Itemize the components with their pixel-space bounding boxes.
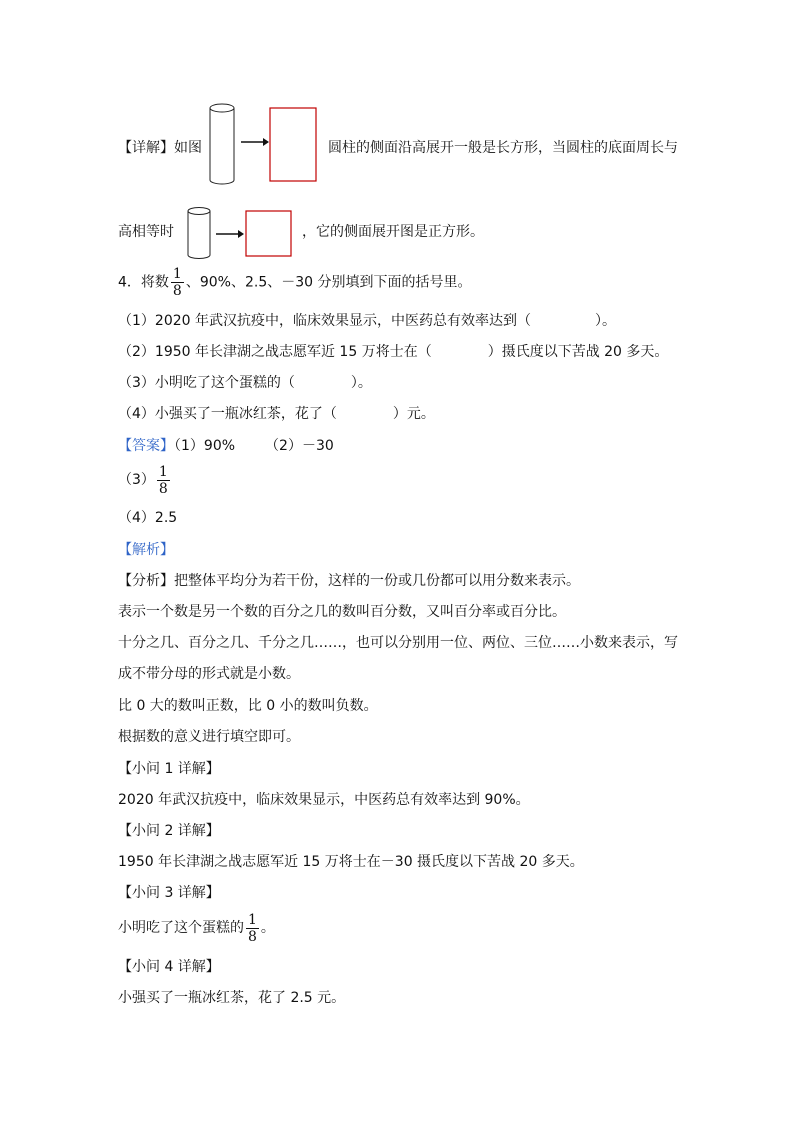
sub3-tag: 【小问 3 详解】 (118, 885, 220, 901)
sub2-text (118, 852, 584, 872)
question-stem (118, 266, 472, 299)
question-fraction (171, 266, 184, 299)
sub2-heading (118, 821, 220, 841)
analysis-tag: 【解析】 (118, 542, 174, 558)
item-1-post: ）。 (595, 313, 616, 329)
sub2-body: 1950 年长津湖之战志愿军近 15 万将士在－30 摄氏度以下苦战 20 多天。 (118, 854, 584, 870)
analysis-line-1 (118, 602, 566, 622)
question-item-3 (118, 373, 372, 393)
item-2-pre: （2）1950 年长津湖之战志愿军近 15 万将士在（ (118, 344, 432, 360)
detail-text-right: 圆柱的侧面沿高展开一般是长方形，当圆柱的底面周长与 (328, 140, 678, 156)
detail-text-after2: ，它的侧面展开图是正方形。 (302, 224, 484, 240)
sub1-heading (118, 759, 220, 779)
detail-line-1-right (328, 138, 678, 158)
analysis-text: 表示一个数是另一个数的百分之几的数叫百分数，又叫百分率或百分比。 (118, 604, 566, 620)
detail-text-left2: 高相等时 (118, 224, 174, 240)
sub3-fraction (246, 912, 259, 945)
sub4-body: 小强买了一瓶冰红茶，花了 2.5 元。 (118, 990, 346, 1006)
cylinder-unfold-figure-2 (183, 205, 303, 265)
detail-line-2-after (302, 222, 484, 242)
detail-line-2 (118, 222, 174, 242)
answer-3-fraction (157, 464, 170, 497)
sub4-text (118, 988, 345, 1008)
fraction-denominator: 8 (158, 480, 168, 497)
analysis-text: 比 0 大的数叫正数，比 0 小的数叫负数。 (118, 698, 378, 714)
fraction-denominator: 8 (248, 928, 257, 945)
cylinder-unfold-figure-1 (205, 100, 325, 190)
fraction-numerator: 1 (158, 463, 168, 480)
detail-tag: 【详解】 (118, 140, 174, 156)
sub4-heading (118, 957, 220, 977)
sub1-body: 2020 年武汉抗疫中，临床效果显示，中医药总有效率达到 90%。 (118, 792, 530, 808)
item-4-pre: （4）小强买了一瓶冰红茶，花了（ (118, 406, 337, 422)
answer-line-1 (118, 436, 334, 456)
sub4-tag: 【小问 4 详解】 (118, 959, 220, 975)
sub1-text (118, 790, 530, 810)
question-item-4 (118, 404, 435, 424)
question-rest: 、90%、2.5、－30 分别填到下面的括号里。 (185, 274, 472, 291)
answer-2: （2）－30 (265, 438, 334, 454)
fenxi-tag: 【分析】 (118, 573, 174, 589)
fraction-numerator: 1 (172, 266, 182, 282)
analysis-line-5 (118, 727, 300, 747)
analysis-fenxi (118, 571, 580, 591)
detail-lead: 如图 (174, 140, 202, 156)
analysis-text: 成不带分母的形式就是小数。 (118, 666, 300, 682)
item-1-pre: （1）2020 年武汉抗疫中，临床效果显示，中医药总有效率达到（ (118, 313, 531, 329)
question-item-2 (118, 342, 668, 362)
item-2-post: ）摄氏度以下苦战 20 多天。 (487, 344, 669, 360)
sub1-tag: 【小问 1 详解】 (118, 761, 220, 777)
fenxi-text: 把整体平均分为若干份，这样的一份或几份都可以用分数来表示。 (174, 573, 580, 589)
sub3-pre: 小明吃了这个蛋糕的 (118, 920, 244, 936)
answer-3-prefix: （3） (118, 472, 155, 488)
analysis-heading (118, 540, 174, 560)
analysis-line-4 (118, 696, 378, 716)
sub3-text (118, 910, 275, 946)
answer-4: （4）2.5 (118, 510, 178, 526)
item-3-post: ）。 (350, 375, 372, 391)
item-4-post: ）元。 (392, 406, 435, 422)
question-prefix: 4．将数 (118, 274, 169, 291)
detail-line-1 (118, 138, 202, 158)
sub2-tag: 【小问 2 详解】 (118, 823, 220, 839)
answer-1: （1）90% (174, 438, 236, 454)
answer-line-3 (118, 462, 172, 498)
analysis-text: 根据数的意义进行填空即可。 (118, 729, 300, 745)
analysis-line-3 (118, 664, 300, 684)
question-item-1 (118, 311, 616, 331)
item-3-pre: （3）小明吃了这个蛋糕的（ (118, 375, 295, 391)
answer-tag: 【答案】 (118, 438, 174, 454)
sub3-post: 。 (260, 920, 275, 936)
fraction-denominator: 8 (172, 283, 182, 299)
sub3-heading (118, 883, 220, 903)
analysis-line-2 (118, 633, 678, 653)
fraction-numerator: 1 (248, 911, 257, 928)
answer-line-4 (118, 508, 177, 528)
analysis-text: 十分之几、百分之几、千分之几……，也可以分别用一位、两位、三位……小数来表示，写 (118, 635, 678, 651)
